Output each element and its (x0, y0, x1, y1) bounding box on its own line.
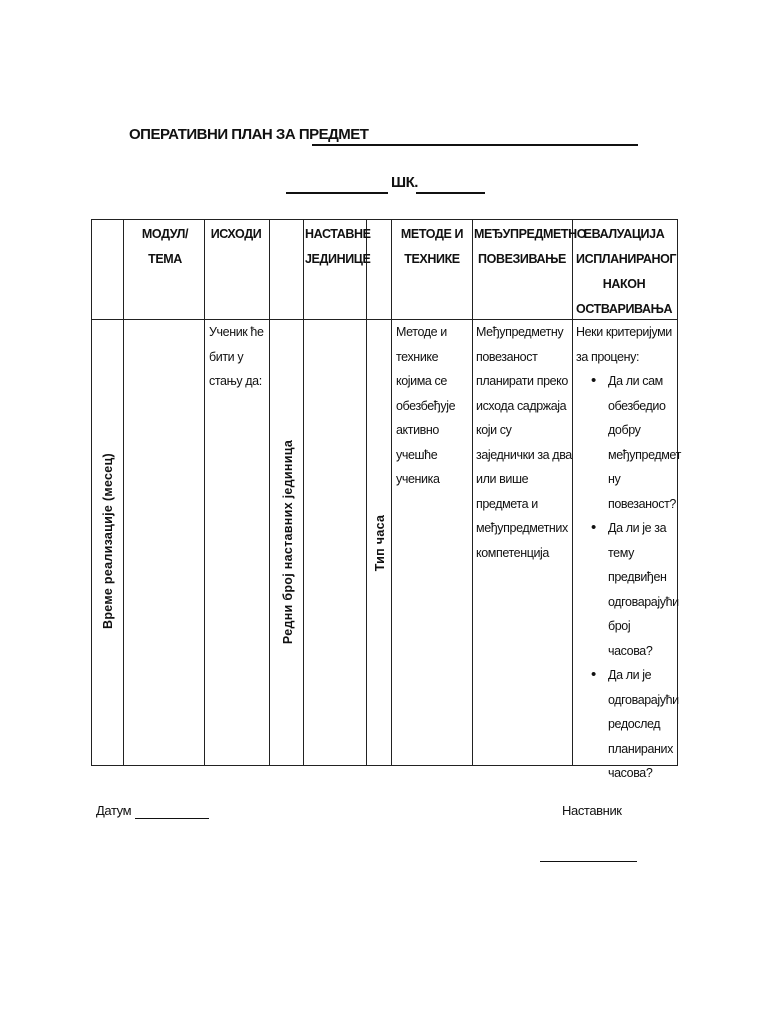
interdisciplinary-cell: Међупредметну повезаност планирати преко исхода садржаја који су заједнички за два или више предмета и међупредметних компетенција (476, 325, 572, 560)
teacher-signature-line (540, 861, 637, 862)
header-units: НАСТАВНЕ ЈЕДИНИЦЕ (305, 227, 371, 266)
header-outcomes: ИСХОДИ (210, 227, 262, 241)
school-year-label: ШК. (391, 174, 418, 191)
date-blank-line (135, 818, 209, 819)
header-time-vertical: Време реализације (месец) (101, 453, 115, 629)
list-item: • Да ли сам обезбедио добру међупредмет ну повезаност? (576, 369, 677, 516)
header-interdisciplinary: МЕЂУПРЕДМЕТНО ПОВЕЗИВАЊЕ (474, 227, 587, 266)
page-title: ОПЕРАТИВНИ ПЛАН ЗА ПРЕДМЕТ (129, 126, 369, 143)
list-item: • Да ли је за тему предвиђен одговарајући број часова? (576, 516, 677, 663)
evaluation-cell (576, 320, 681, 786)
outcomes-cell: Ученик ће бити у стању да: (209, 325, 264, 388)
list-item: • Да ли је одговарајући редослед планираних часова? (576, 663, 677, 786)
header-methods: МЕТОДЕ И ТЕХНИКЕ (400, 227, 464, 266)
subject-blank-line (312, 144, 638, 146)
school-year-blank-line (416, 192, 485, 194)
header-unit-number-vertical: Редни број наставних јединица (281, 439, 295, 645)
header-lesson-type-vertical: Тип часа (373, 514, 387, 572)
evaluation-intro: Неки критеријуми за процену: (576, 325, 672, 364)
header-module: МОДУЛ/ТЕМА (141, 227, 189, 266)
header-evaluation: ЕВАЛУАЦИЈА ИСПЛАНИРАНОГ НАКОН ОСТВАРИВАЊА (576, 227, 677, 316)
class-blank-line (286, 192, 388, 194)
evaluation-criteria-list (576, 369, 681, 786)
methods-cell: Методе и технике којима се обезбеђује активно учешће ученика (396, 325, 456, 486)
date-label: Датум (96, 803, 132, 818)
teacher-label: Наставник (562, 803, 622, 818)
